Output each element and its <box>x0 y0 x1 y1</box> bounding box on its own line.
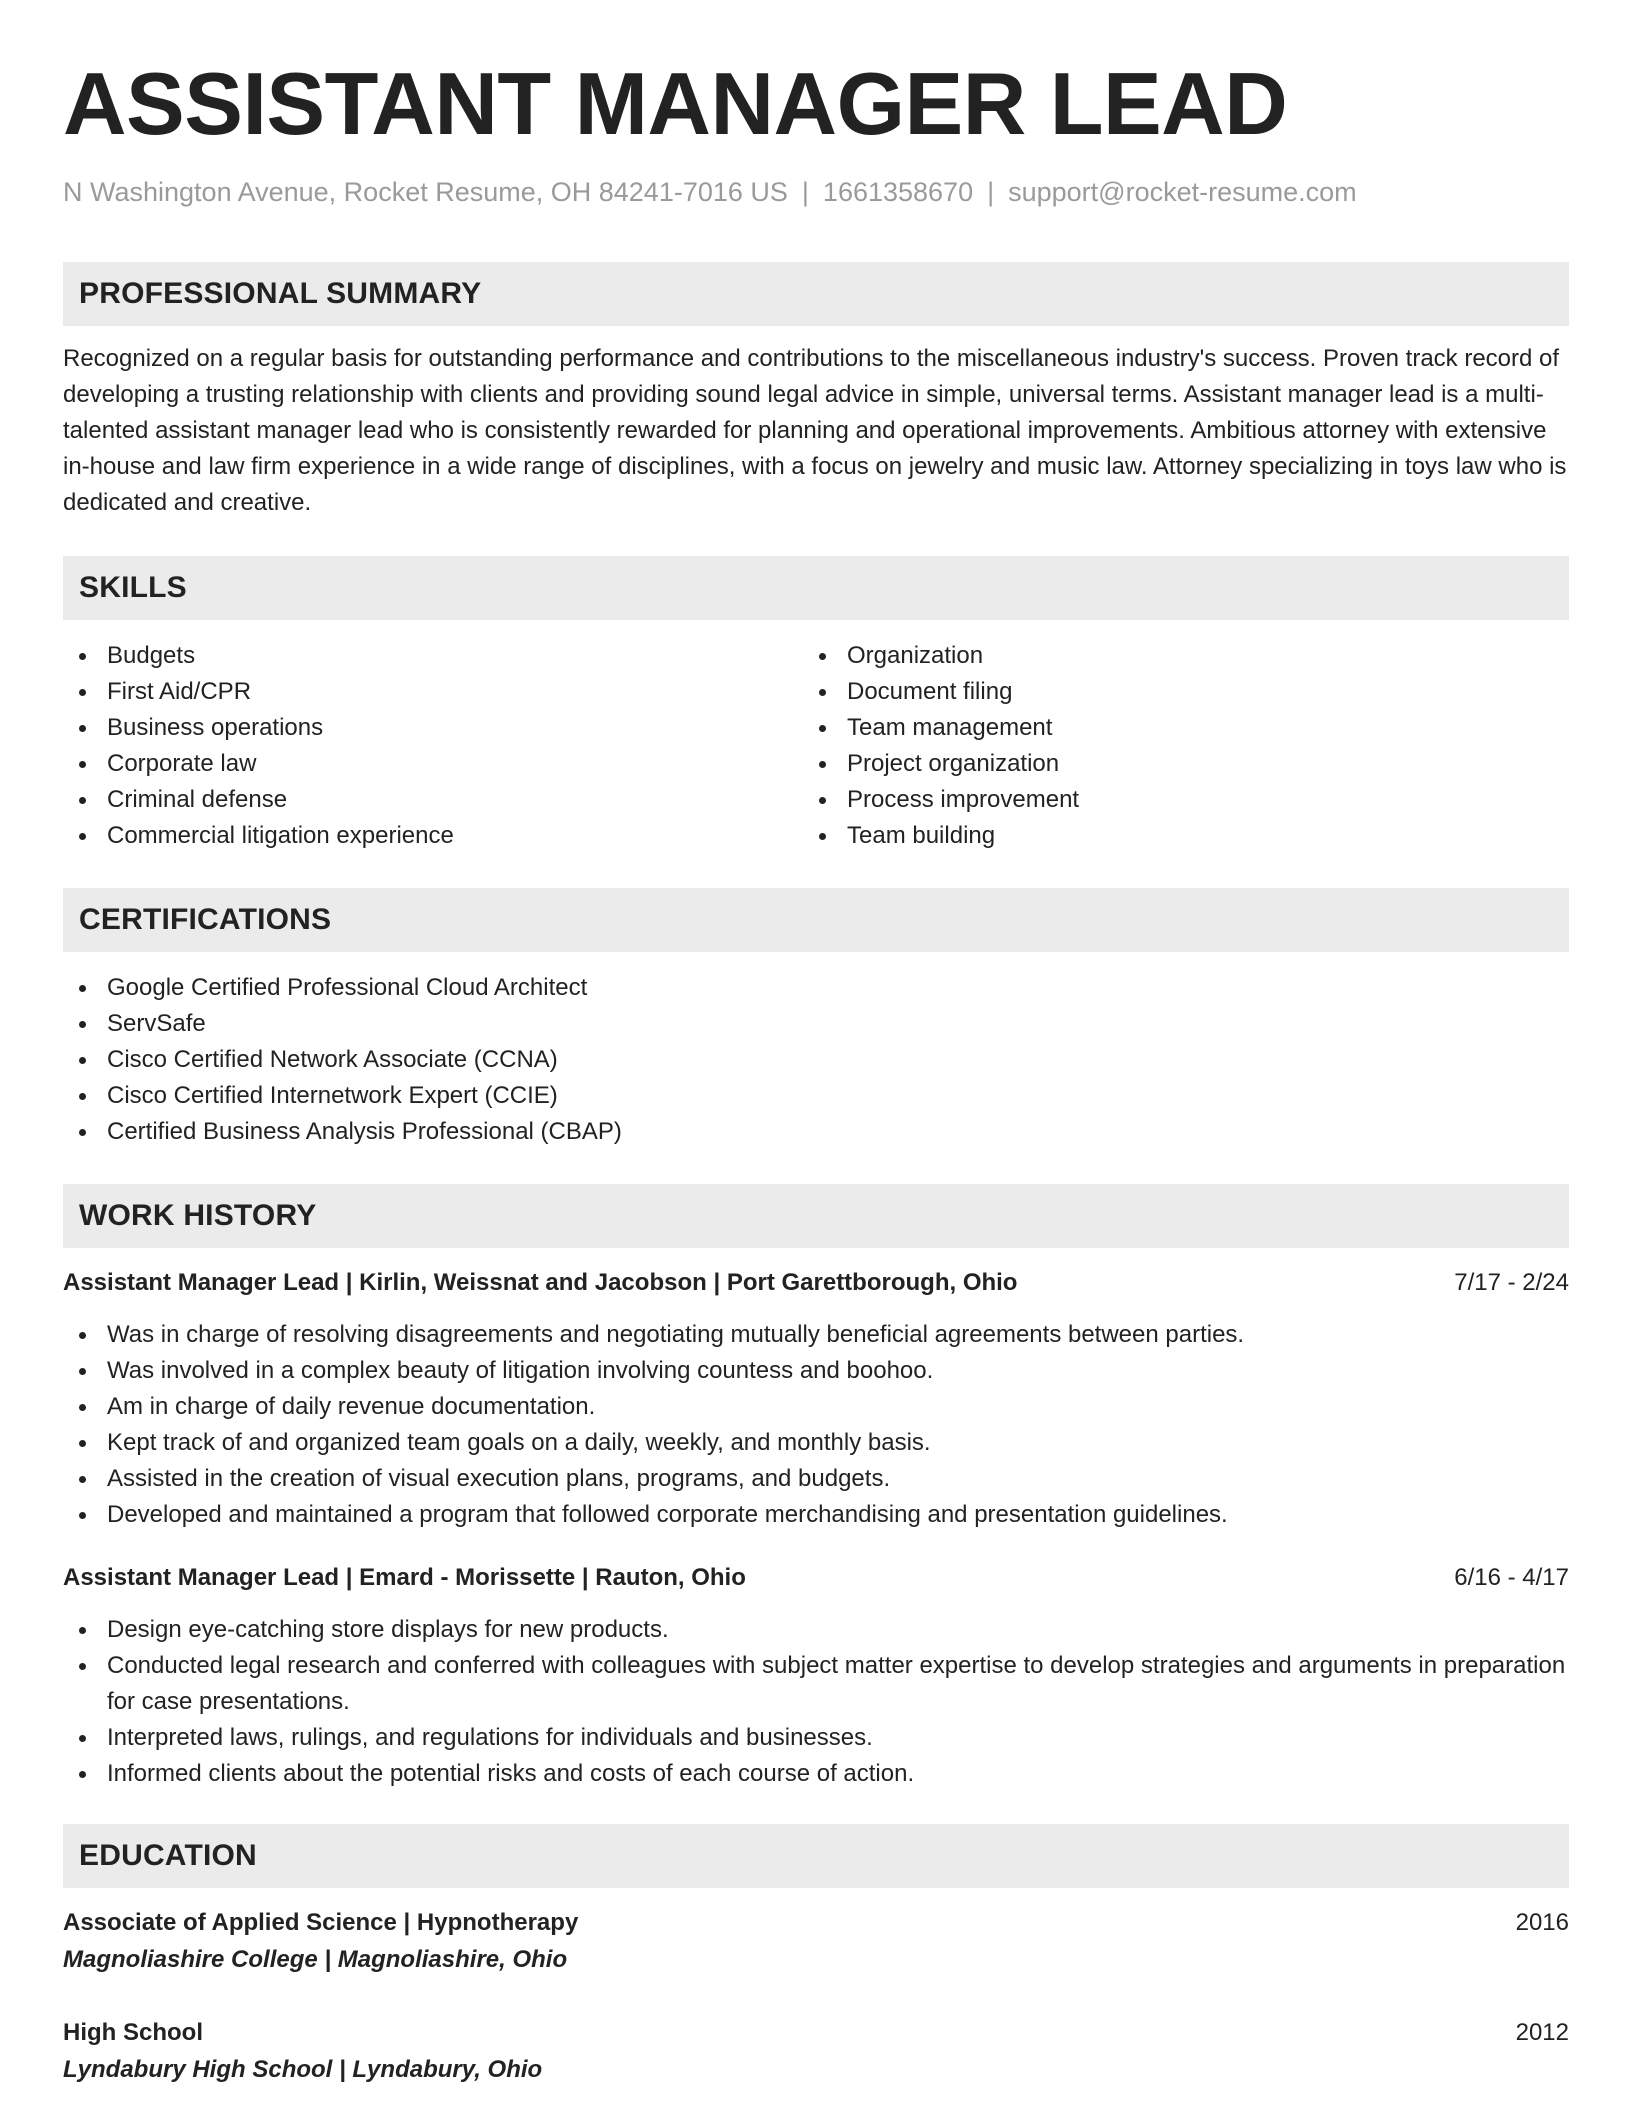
education-degree: High School <box>63 2019 203 2046</box>
job-entry <box>63 1560 1569 1792</box>
job-title-row <box>63 1560 1569 1596</box>
section-heading-certifications: CERTIFICATIONS <box>63 888 1569 952</box>
job-bullet: Informed clients about the potential risks and costs of each course of action. <box>63 1756 1569 1792</box>
skill-item: Business operations <box>63 710 803 746</box>
skill-item: Corporate law <box>63 746 803 782</box>
skills-list-right <box>803 638 1543 854</box>
summary-text: Recognized on a regular basis for outstanding performance and contributions to the miscellaneous industry's success. Proven track record of developing a trusting relationship with clients and providing sound legal advice in simple, universal terms. Assistant manager lead is a multi-talented assistant manager lead who is consistently rewarded for planning and operational improvements. Ambitious attorney with extensive in-house and law firm experience in a wide range of disciplines, with a focus on jewelry and music law. Attorney specializing in toys law who is dedicated and creative. <box>63 345 1567 516</box>
contact-phone: 1661358670 <box>822 177 974 207</box>
certifications-list <box>63 970 1569 1150</box>
contact-separator: | <box>801 177 809 207</box>
contact-email: support@rocket-resume.com <box>1008 177 1357 207</box>
job-bullet: Interpreted laws, rulings, and regulations for individuals and businesses. <box>63 1720 1569 1756</box>
job-bullet: Was in charge of resolving disagreements and negotiating mutually beneficial agreements between parties. <box>63 1317 1569 1353</box>
job-bullet: Kept track of and organized team goals on a daily, weekly, and monthly basis. <box>63 1425 1569 1461</box>
job-title: Assistant Manager Lead | Emard - Morissette | Rauton, Ohio <box>63 1564 746 1591</box>
skill-item: Project organization <box>803 746 1543 782</box>
skill-item: Criminal defense <box>63 782 803 818</box>
skill-item: Budgets <box>63 638 803 674</box>
education-school: Lyndabury High School | Lyndabury, Ohio <box>63 2056 543 2083</box>
education-row <box>63 1905 1569 1941</box>
certification-item: ServSafe <box>63 1006 1569 1042</box>
contact-address: N Washington Avenue, Rocket Resume, OH 84241-7016 US <box>63 177 788 207</box>
education-row <box>63 2015 1569 2051</box>
certification-item: Cisco Certified Network Associate (CCNA) <box>63 1042 1569 1078</box>
contact-separator: | <box>987 177 995 207</box>
skills-columns <box>63 638 1569 854</box>
education-year: 2016 <box>1515 1909 1569 1936</box>
skill-item: Team building <box>803 818 1543 854</box>
skill-item: Organization <box>803 638 1543 674</box>
skill-item: First Aid/CPR <box>63 674 803 710</box>
job-dates: 7/17 - 2/24 <box>1454 1269 1569 1296</box>
skill-item: Commercial litigation experience <box>63 818 803 854</box>
job-bullet: Design eye-catching store displays for new products. <box>63 1612 1569 1648</box>
job-title-row <box>63 1265 1569 1301</box>
section-heading-summary: PROFESSIONAL SUMMARY <box>63 262 1569 326</box>
skill-item: Process improvement <box>803 782 1543 818</box>
job-bullets <box>63 1317 1569 1533</box>
skill-item: Team management <box>803 710 1543 746</box>
education-school: Magnoliashire College | Magnoliashire, Ohio <box>63 1946 568 1973</box>
education-entry <box>63 1905 1569 1978</box>
job-bullet: Developed and maintained a program that followed corporate merchandising and presentation guidelines. <box>63 1497 1569 1533</box>
certification-item: Google Certified Professional Cloud Architect <box>63 970 1569 1006</box>
section-heading-skills: SKILLS <box>63 556 1569 620</box>
contact-line <box>63 174 1569 210</box>
skills-column-left <box>63 638 803 854</box>
job-bullets <box>63 1612 1569 1792</box>
job-entry <box>63 1265 1569 1533</box>
skill-item: Document filing <box>803 674 1543 710</box>
candidate-name: ASSISTANT MANAGER LEAD <box>63 54 1288 153</box>
skills-column-right <box>803 638 1543 854</box>
job-dates: 6/16 - 4/17 <box>1454 1564 1569 1591</box>
job-bullet: Am in charge of daily revenue documentation. <box>63 1389 1569 1425</box>
certification-item: Cisco Certified Internetwork Expert (CCIE) <box>63 1078 1569 1114</box>
education-degree: Associate of Applied Science | Hypnotherapy <box>63 1909 579 1936</box>
section-heading-work-history: WORK HISTORY <box>63 1184 1569 1248</box>
job-title: Assistant Manager Lead | Kirlin, Weissnat and Jacobson | Port Garettborough, Ohio <box>63 1269 1018 1296</box>
certification-item: Certified Business Analysis Professional (CBAP) <box>63 1114 1569 1150</box>
skills-list-left <box>63 638 803 854</box>
job-bullet: Assisted in the creation of visual execution plans, programs, and budgets. <box>63 1461 1569 1497</box>
education-year: 2012 <box>1515 2019 1569 2046</box>
section-heading-education: EDUCATION <box>63 1824 1569 1888</box>
education-entry <box>63 2015 1569 2088</box>
job-bullet: Conducted legal research and conferred with colleagues with subject matter expertise to develop strategies and arguments in preparation for case presentations. <box>63 1648 1569 1720</box>
job-bullet: Was involved in a complex beauty of litigation involving countess and boohoo. <box>63 1353 1569 1389</box>
